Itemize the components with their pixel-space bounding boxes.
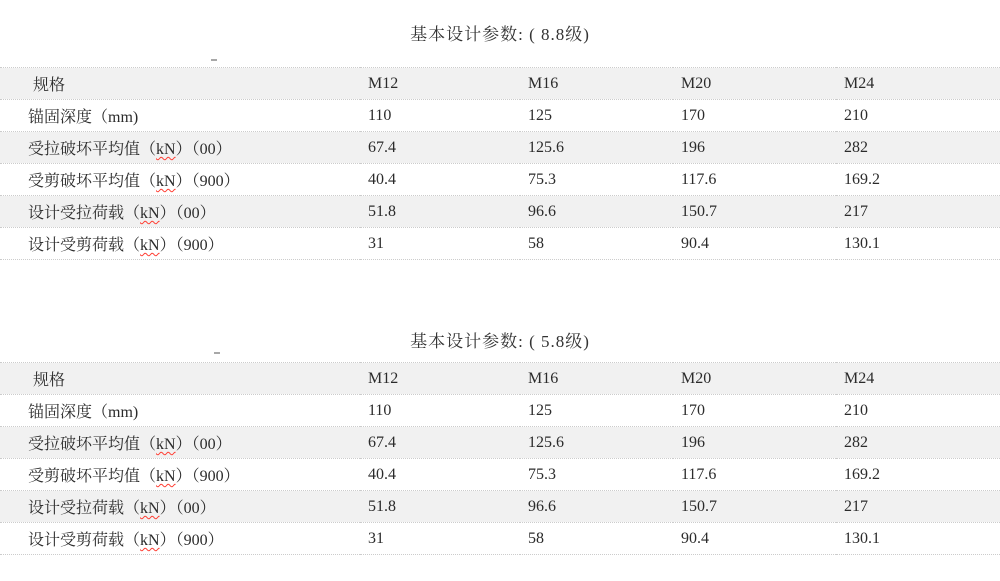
spellcheck-word: kN (156, 173, 176, 190)
column-header-spec: 规格 (33, 77, 66, 94)
table-cell: 169.2 (844, 170, 880, 188)
table-cell: 125 (528, 401, 552, 419)
spellcheck-word: kN (156, 468, 176, 485)
table-cell: 110 (368, 106, 392, 124)
table-cell: 40.4 (368, 170, 396, 188)
table-cell: 75.3 (528, 465, 556, 483)
row-label (0, 523, 360, 555)
table-cell: 117.6 (681, 465, 717, 483)
table-cell: 110 (368, 401, 392, 419)
row-label (0, 395, 360, 427)
table-row (0, 395, 1000, 427)
column-header-m12: M12 (368, 369, 399, 387)
table-cell: 282 (844, 433, 868, 451)
table-cell: 67.4 (368, 138, 396, 156)
row-label-text: ）（900） (175, 173, 240, 190)
table-cell: 117.6 (681, 170, 717, 188)
table-cell: 51.8 (368, 497, 396, 515)
row-label (0, 132, 360, 164)
table-cell: 96.6 (528, 202, 556, 220)
table-row (0, 491, 1000, 523)
table-row (0, 132, 1000, 164)
row-label-text: 受拉破坏平均值（ (28, 141, 157, 158)
table-cell: 90.4 (681, 529, 709, 547)
table-cell: 40.4 (368, 465, 396, 483)
table-title-8.8: 基本设计参数: ( 8.8级) (410, 25, 590, 44)
table-cell: 58 (528, 529, 544, 547)
table-anchor-mark (211, 59, 217, 61)
table-cell: 31 (368, 529, 384, 547)
row-label (0, 427, 360, 459)
row-label-text: 锚固深度（mm) (28, 404, 139, 421)
table-cell: 51.8 (368, 202, 396, 220)
row-label-text: 设计受拉荷载（ (28, 205, 141, 222)
spellcheck-word: kN (140, 205, 160, 222)
table-cell: 96.6 (528, 497, 556, 515)
row-label (0, 228, 360, 260)
table-cell: 210 (844, 106, 868, 124)
row-label (0, 491, 360, 523)
row-label-text: ）（00） (159, 205, 216, 222)
table-cell: 58 (528, 234, 544, 252)
column-header-m16: M16 (528, 74, 559, 92)
table-cell: 196 (681, 138, 705, 156)
row-label-text: 设计受拉荷载（ (28, 500, 141, 517)
row-label (0, 459, 360, 491)
table-cell: 196 (681, 433, 705, 451)
spellcheck-word: kN (156, 141, 176, 158)
row-label (0, 196, 360, 228)
row-label-text: ）（900） (175, 468, 240, 485)
table-cell: 217 (844, 497, 868, 515)
row-label-text: 受拉破坏平均值（ (28, 436, 157, 453)
table-title-5.8: 基本设计参数: ( 5.8级) (410, 332, 590, 351)
table-cell: 31 (368, 234, 384, 252)
table-row (0, 100, 1000, 132)
table-cell: 150.7 (681, 497, 717, 515)
row-label-text: ）（00） (175, 141, 232, 158)
column-header-m20: M20 (681, 369, 712, 387)
table-cell: 125.6 (528, 433, 564, 451)
spellcheck-word: kN (140, 500, 160, 517)
table-cell: 67.4 (368, 433, 396, 451)
spellcheck-word: kN (140, 532, 160, 549)
row-label-text: ）（900） (159, 237, 224, 254)
table-cell: 169.2 (844, 465, 880, 483)
row-label-text: 受剪破坏平均值（ (28, 468, 157, 485)
table-cell: 125 (528, 106, 552, 124)
row-label-text: 设计受剪荷载（ (28, 532, 141, 549)
table-header-row (0, 363, 1000, 395)
column-header-m24: M24 (844, 369, 875, 387)
column-header-m20: M20 (681, 74, 712, 92)
table-cell: 125.6 (528, 138, 564, 156)
table-header-row (0, 68, 1000, 100)
row-label (0, 164, 360, 196)
table-cell: 170 (681, 106, 705, 124)
table-cell: 217 (844, 202, 868, 220)
design-parameters-table-5.8 (0, 362, 1000, 555)
table-cell: 170 (681, 401, 705, 419)
table-cell: 150.7 (681, 202, 717, 220)
spellcheck-word: kN (140, 237, 160, 254)
design-parameters-table-8.8 (0, 67, 1000, 260)
column-header-spec: 规格 (33, 372, 66, 389)
column-header-m12: M12 (368, 74, 399, 92)
row-label (0, 100, 360, 132)
table-anchor-mark (214, 352, 220, 354)
table-row (0, 196, 1000, 228)
spellcheck-word: kN (156, 436, 176, 453)
row-label-text: 锚固深度（mm) (28, 109, 139, 126)
row-label-text: ）（00） (175, 436, 232, 453)
table-row (0, 523, 1000, 555)
table-row (0, 164, 1000, 196)
row-label-text: ）（00） (159, 500, 216, 517)
table-cell: 130.1 (844, 234, 880, 252)
table-cell: 282 (844, 138, 868, 156)
table-row (0, 459, 1000, 491)
row-label-text: 设计受剪荷载（ (28, 237, 141, 254)
row-label-text: 受剪破坏平均值（ (28, 173, 157, 190)
table-row (0, 427, 1000, 459)
table-row (0, 228, 1000, 260)
table-cell: 210 (844, 401, 868, 419)
table-cell: 130.1 (844, 529, 880, 547)
table-cell: 75.3 (528, 170, 556, 188)
table-cell: 90.4 (681, 234, 709, 252)
column-header-m16: M16 (528, 369, 559, 387)
row-label-text: ）（900） (159, 532, 224, 549)
column-header-m24: M24 (844, 74, 875, 92)
